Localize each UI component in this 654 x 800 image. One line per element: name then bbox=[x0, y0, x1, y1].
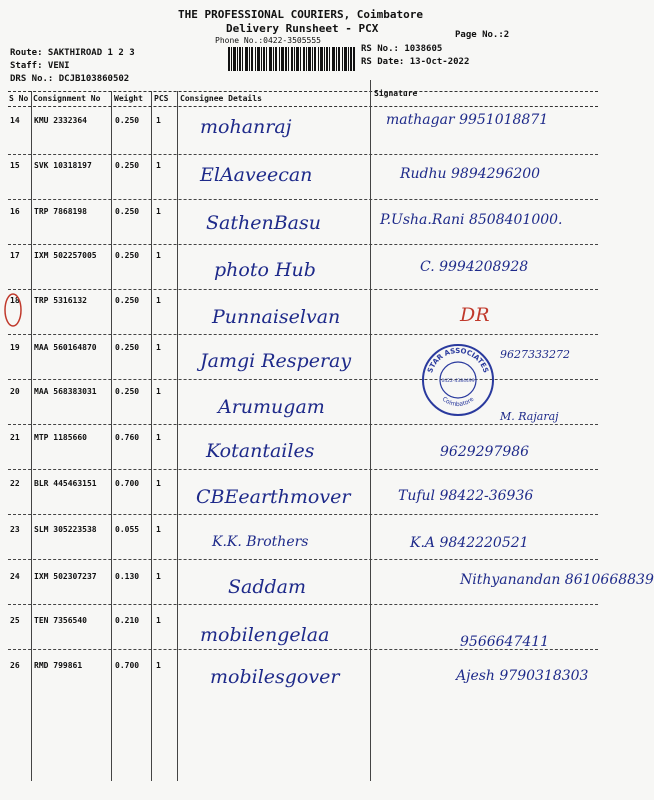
row-consignee-handwriting: photo Hub bbox=[214, 259, 316, 281]
col-sno: S No bbox=[9, 94, 29, 103]
row-weight: 0.250 bbox=[115, 116, 140, 125]
column-divider bbox=[151, 91, 152, 781]
company-stamp bbox=[421, 343, 495, 417]
column-divider bbox=[31, 91, 32, 781]
row-weight: 0.700 bbox=[115, 479, 140, 488]
col-signature: Signature bbox=[374, 89, 418, 98]
page-number: Page No.:2 bbox=[455, 30, 510, 40]
row-weight: 0.130 bbox=[115, 572, 140, 581]
row-separator bbox=[8, 244, 598, 245]
col-pcs: PCS bbox=[154, 94, 169, 103]
row-sno: 18 bbox=[10, 296, 20, 305]
row-pcs: 1 bbox=[156, 343, 161, 352]
row-pcs: 1 bbox=[156, 479, 161, 488]
row-sno: 20 bbox=[10, 387, 20, 396]
row-signature-handwriting: Nithyanandan 8610668839 bbox=[460, 572, 654, 588]
row-consignment: KMU 2332364 bbox=[34, 116, 87, 125]
row-consignment: IXM 502257005 bbox=[34, 251, 97, 260]
row-consignment: TRP 7868198 bbox=[34, 207, 87, 216]
col-consignment: Consignment No bbox=[33, 94, 101, 103]
column-divider bbox=[370, 80, 371, 781]
row-weight: 0.210 bbox=[115, 616, 140, 625]
row-consignment: SVK 10318197 bbox=[34, 161, 92, 170]
stamp-text-top: STAR ASSOCIATES bbox=[426, 346, 490, 374]
row-sno: 26 bbox=[10, 661, 20, 670]
row-consignment: IXM 502307237 bbox=[34, 572, 97, 581]
column-divider bbox=[111, 91, 112, 781]
row-pcs: 1 bbox=[156, 661, 161, 670]
row-consignee-handwriting: mobilesgover bbox=[210, 666, 340, 688]
row-signature-handwriting: P.Usha.Rani 8508401000. bbox=[380, 212, 563, 228]
row-sno: 15 bbox=[10, 161, 20, 170]
row-separator bbox=[8, 424, 598, 425]
company-name: THE PROFESSIONAL COURIERS, Coimbatore bbox=[178, 8, 424, 21]
row-consignee-handwriting: Saddam bbox=[228, 576, 307, 598]
row-consignment: RMD 799861 bbox=[34, 661, 83, 670]
row-consignee-handwriting: Jamgi Resperay bbox=[200, 350, 352, 372]
row-signature-handwriting: mathagar 9951018871 bbox=[386, 112, 549, 128]
row-pcs: 1 bbox=[156, 387, 161, 396]
row-signature-handwriting: DR bbox=[460, 304, 490, 326]
row-sno: 24 bbox=[10, 572, 20, 581]
row-weight: 0.250 bbox=[115, 343, 140, 352]
row-separator bbox=[8, 379, 598, 380]
row-consignee-handwriting: Kotantailes bbox=[206, 440, 315, 462]
row-signature-handwriting: 9627333272 bbox=[500, 348, 570, 361]
row-consignee-handwriting: SathenBasu bbox=[206, 212, 321, 234]
row-separator bbox=[8, 559, 598, 560]
row-sno: 16 bbox=[10, 207, 20, 216]
row-separator bbox=[8, 199, 598, 200]
row-signature-handwriting: 9629297986 bbox=[440, 444, 530, 460]
row-consignee-handwriting: Arumugam bbox=[218, 396, 325, 418]
row-consignee-handwriting: mobilengelaa bbox=[200, 624, 330, 646]
row-consignment: BLR 445463151 bbox=[34, 479, 97, 488]
col-weight: Weight bbox=[114, 94, 143, 103]
red-circle-mark bbox=[3, 292, 23, 328]
column-divider bbox=[177, 91, 178, 781]
row-pcs: 1 bbox=[156, 207, 161, 216]
row-pcs: 1 bbox=[156, 433, 161, 442]
row-pcs: 1 bbox=[156, 525, 161, 534]
row-signature-handwriting: 9566647411 bbox=[460, 634, 550, 650]
row-sno: 19 bbox=[10, 343, 20, 352]
barcode-image bbox=[228, 47, 355, 71]
row-signature-handwriting: C. 9994208928 bbox=[420, 259, 529, 275]
stamp-phone: 0422-4384499 bbox=[441, 379, 475, 384]
row-signature-handwriting: Tuful 98422-36936 bbox=[398, 488, 534, 504]
row-consignment: TRP 5316132 bbox=[34, 296, 87, 305]
row-pcs: 1 bbox=[156, 161, 161, 170]
row-separator bbox=[8, 334, 598, 335]
row-sno: 23 bbox=[10, 525, 20, 534]
row-weight: 0.250 bbox=[115, 251, 140, 260]
row-sno: 21 bbox=[10, 433, 20, 442]
row-separator bbox=[8, 469, 598, 470]
drs-number: DRS No.: DCJB103860502 bbox=[10, 74, 130, 84]
row-weight: 0.700 bbox=[115, 661, 140, 670]
row-pcs: 1 bbox=[156, 116, 161, 125]
row-weight: 0.250 bbox=[115, 387, 140, 396]
row-sno: 17 bbox=[10, 251, 20, 260]
row-consignee-handwriting: ElAaveecan bbox=[200, 164, 313, 186]
route-label: Route: SAKTHIROAD 1 2 3 bbox=[10, 48, 135, 58]
row-sno: 14 bbox=[10, 116, 20, 125]
row-weight: 0.250 bbox=[115, 161, 140, 170]
svg-text:STAR ASSOCIATES bbox=[426, 347, 490, 374]
row-signature-handwriting: Rudhu 9894296200 bbox=[400, 166, 541, 182]
row-consignment: MAA 568383031 bbox=[34, 387, 97, 396]
row-consignee-handwriting: CBEearthmover bbox=[196, 486, 351, 508]
row-consignee-handwriting: mohanraj bbox=[200, 116, 292, 138]
row-separator bbox=[8, 289, 598, 290]
row-consignee-handwriting: K.K. Brothers bbox=[212, 534, 309, 550]
stamp-text-bottom: Coimbatore bbox=[440, 395, 476, 409]
row-pcs: 1 bbox=[156, 616, 161, 625]
row-weight: 0.250 bbox=[115, 296, 140, 305]
row-weight: 0.760 bbox=[115, 433, 140, 442]
row-signature-handwriting: K.A 9842220521 bbox=[410, 535, 529, 551]
row-sno: 25 bbox=[10, 616, 20, 625]
row-signature-handwriting: M. Rajaraj bbox=[500, 410, 559, 423]
rs-date: RS Date: 13-Oct-2022 bbox=[361, 57, 470, 67]
rs-number: RS No.: 1038605 bbox=[361, 44, 443, 54]
phone-number: Phone No.:0422-3505555 bbox=[215, 36, 321, 45]
row-consignee-handwriting: Punnaiselvan bbox=[212, 306, 341, 328]
staff-label: Staff: VENI bbox=[10, 61, 70, 71]
row-weight: 0.250 bbox=[115, 207, 140, 216]
row-consignment: MTP 1185660 bbox=[34, 433, 87, 442]
document-title: Delivery Runsheet - PCX bbox=[226, 22, 379, 35]
row-weight: 0.055 bbox=[115, 525, 140, 534]
row-consignment: MAA 560164870 bbox=[34, 343, 97, 352]
row-consignment: TEN 7356540 bbox=[34, 616, 87, 625]
row-signature-handwriting: Ajesh 9790318303 bbox=[456, 668, 589, 684]
row-consignment: SLM 305223538 bbox=[34, 525, 97, 534]
row-pcs: 1 bbox=[156, 251, 161, 260]
row-sno: 22 bbox=[10, 479, 20, 488]
row-separator bbox=[8, 604, 598, 605]
col-consignee: Consignee Details bbox=[180, 94, 262, 103]
row-pcs: 1 bbox=[156, 572, 161, 581]
row-separator bbox=[8, 514, 598, 515]
row-separator bbox=[8, 154, 598, 155]
row-pcs: 1 bbox=[156, 296, 161, 305]
